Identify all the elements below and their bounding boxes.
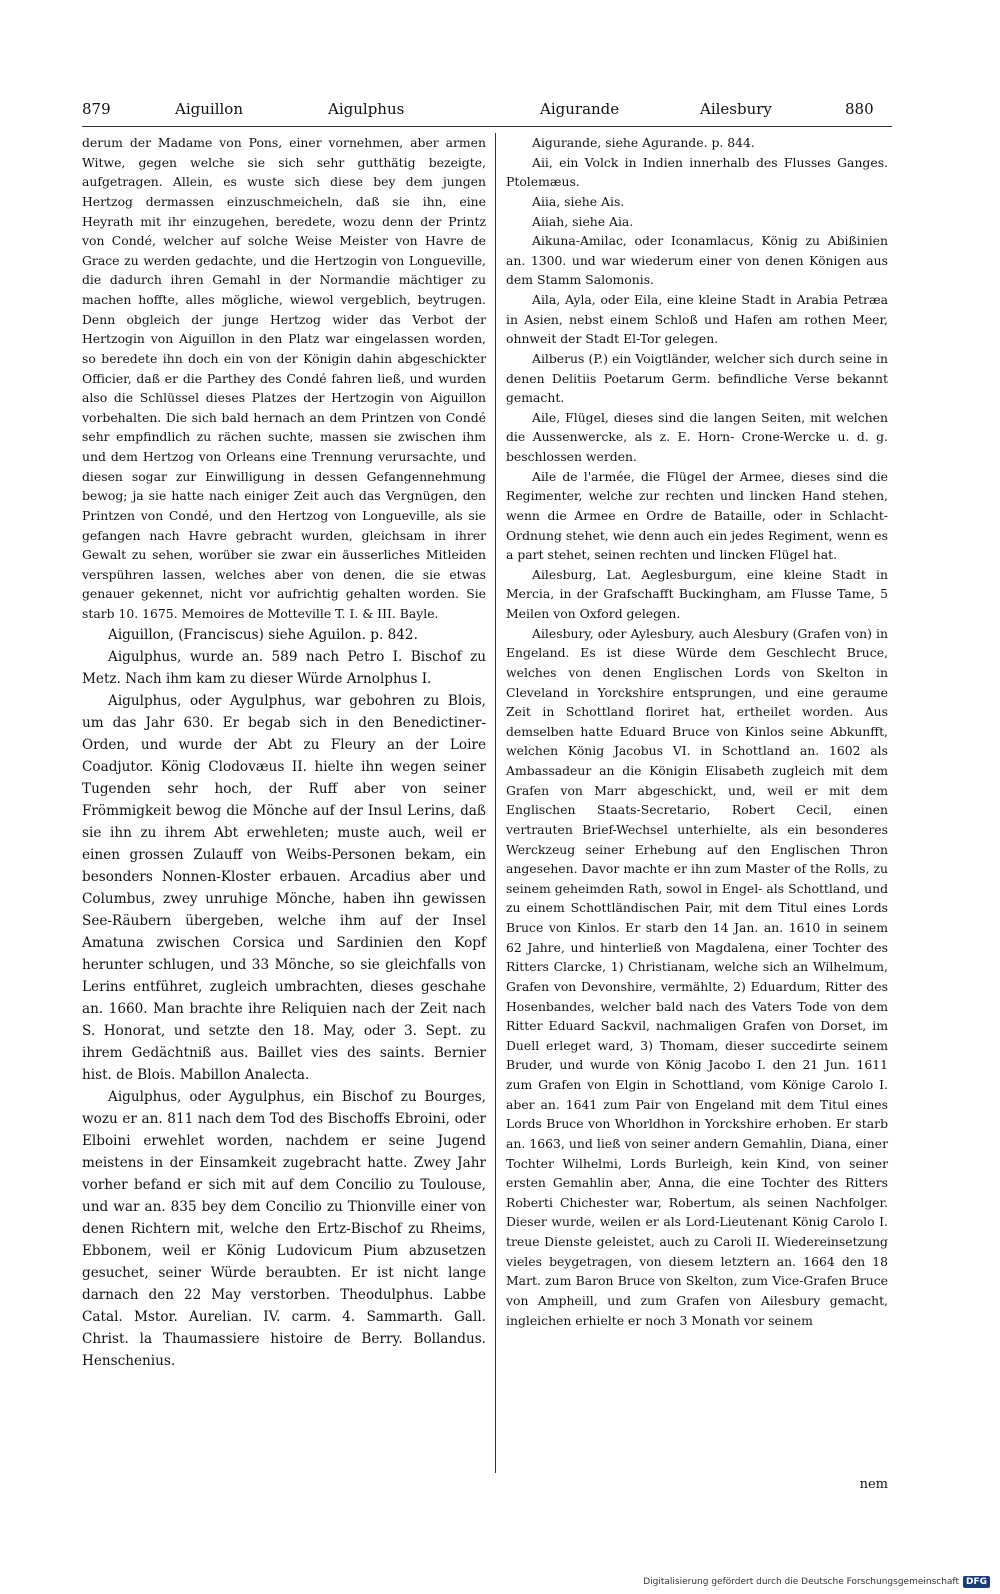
header-rule: [82, 126, 892, 127]
right-column-entry: Ailberus (P.) ein Voigtländer, welcher sich durch seine in denen Delitiis Poetarum Germ. befindliche Verse bekannt gemacht.: [506, 350, 888, 406]
dfg-logo: DFG: [963, 1576, 990, 1588]
right-column-entry: Aile de l'armée, die Flügel der Armee, dieses sind die Regimenter, welche zur rechten und lincken Hand stehen, wenn die Armee en Ordre de Bataille, oder in Schlacht-Ordnung stehet, wie denn auch ein jedes Regiment, wenn es a part stehet, seinen rechten und lincken Flügel hat.: [506, 468, 888, 563]
right-column-entry: Ailesbury, oder Aylesbury, auch Alesbury (Grafen von) in Engeland. Es ist diese Würde dem Geschlecht Bruce, welches von denen Englischen Lords von Skelton in Cleveland in Yorckshire entsprungen, und eine geraume Zeit in Schottland floriret hat, ertheilet worden. Aus demselben hatte Eduard Bruce von Kinlos seine Abkunfft, welchen König Jacobus VI. in Schottland an. 1602 als Ambassadeur an die Königin Elisabeth zugleich mit dem Grafen von Marr abgeschickt, und, weil er mit dem Englischen Staats-Secretario, Robert Cecil, einen vertrauten Brief-Wechsel unterhielte, als ein besonderes Werckzeug seiner Erhebung auf den Englischen Thron angesehen. Davor machte er ihn zum Master of the Rolls, zu seinem geheimden Rath, sowol in Engel- als Schottland, und zu einem Schottländischen Pair, mit dem Titul eines Lords Bruce von Kinlos. Er starb den 14 Jan. an. 1610 in seinem 62 Jahre, und hinterließ von Magdalena, einer Tochter des Ritters Clarcke, 1) Christianam, welche sich an Wilhelmum, Grafen von Devonshire, vermählte, 2) Eduardum, Ritter des Hosenbandes, welcher bald nach des Vaters Tode von dem Ritter Eduard Sackvil, nachmaligen Grafen von Dorset, im Duell erleget ward, 3) Thomam, dieser succedirte seinem Bruder, und wurde von König Jacobo I. den 21 Jun. 1611 zum Grafen von Elgin in Schottland, vom Könige Carolo I. aber an. 1641 zum Pair von Engeland mit dem Titul eines Lords Bruce von Whorldhon in Yorckshire erhoben. Er starb an. 1663, und ließ von seiner andern Gemahlin, Diana, einer Tochter Wilhelmi, Lords Burleigh, kein Kind, von seiner ersten Gemahlin aber, Anna, die eine Tochter des Ritters Roberti Chichester war, Robertum, als seinen Nachfolger. Dieser wurde, weilen er als Lord-Lieutenant König Carolo I. treue Dienste geleistet, auch zu Caroli II. Wiedereinsetzung vieles beygetragen, von diesem letztern an. 1664 den 18 Mart. zum Baron Bruce von Skelton, zum Vice-Grafen Bruce von Ampheill, und zum Grafen von Ailesbury gemacht, ingleichen erhielte er noch 3 Monath vor seinem: [506, 625, 888, 1328]
left-column: [82, 133, 486, 1372]
page-number-left: 879: [82, 100, 111, 118]
right-column-entry: Ailesburg, Lat. Aeglesburgum, eine kleine Stadt in Mercia, in der Grafschafft Buckingham, am Flusse Tame, 5 Meilen von Oxford gelegen.: [506, 566, 888, 621]
header-entry-aiguillon: Aiguillon: [175, 100, 243, 118]
right-column-entry: Aile, Flügel, dieses sind die langen Seiten, mit welchen die Aussenwercke, als z. E. Horn- Crone-Wercke u. d. g. beschlossen werden.: [506, 409, 888, 464]
right-column-entry: Aila, Ayla, oder Eila, eine kleine Stadt in Arabia Petræa in Asien, nebst einem Schloß und Hafen am rothen Meer, ohnweit der Stadt El-Tor gelegen.: [506, 292, 888, 347]
column-divider: [495, 133, 496, 1473]
right-column-entry: Aii, ein Volck in Indien innerhalb des Flusses Ganges. Ptolemæus.: [506, 154, 888, 190]
right-column-entry: Aiia, siehe Ais.: [532, 193, 625, 209]
header-entry-aigurande: Aigurande: [540, 100, 620, 118]
left-column-entry: Aigulphus, oder Aygulphus, ein Bischof zu Bourges, wozu er an. 811 nach dem Tod des Bischoffs Ebroini, oder Elboini erwehlet worden, nachdem er seine Jugend meistens in der Einsamkeit zugebracht hatte. Zwey Jahr vorher befand er sich mit auf dem Concilio zu Toulouse, und war an. 835 bey dem Concilio zu Thionville einer von denen Richtern mit, welche den Ertz-Bischof zu Rheims, Ebbonem, weil er König Ludovicum Pium abzusetzen gesuchet, seiner Würde beraubten. Er ist nicht lange darnach den 22 May verstorben. Theodulphus. Labbe Catal. Mstor. Aurelian. IV. carm. 4. Sammarth. Gall. Christ. la Thaumassiere histoire de Berry. Bollandus. Henschenius.: [82, 1088, 486, 1369]
right-column-entry: Aigurande, siehe Agurande. p. 844.: [532, 135, 755, 150]
left-column-entry: Aiguillon, (Franciscus) siehe Aguilon. p. 842.: [108, 626, 418, 643]
header-entry-aigulphus: Aigulphus: [328, 100, 405, 118]
page-number-right: 880: [845, 100, 874, 118]
right-column-entry: Aikuna-Amilac, oder Iconamlacus, König zu Abißinien an. 1300. und war wiederum einer von denen Königen aus dem Stamm Salomonis.: [506, 233, 888, 288]
left-column-entry: Aigulphus, wurde an. 589 nach Petro I. Bischof zu Metz. Nach ihm kam zu dieser Würde Arnolphus I.: [82, 648, 486, 687]
footer: [643, 1573, 990, 1591]
footer-credit: Digitalisierung gefördert durch die Deutsche Forschungsgemeinschaft: [643, 1577, 959, 1587]
catchword: nem: [859, 1477, 888, 1492]
right-column: [506, 133, 888, 1330]
left-column-entry: Aigulphus, oder Aygulphus, war gebohren zu Blois, um das Jahr 630. Er begab sich in den Benedictiner-Orden, und wurde der Abt zu Fleury an der Loire Coadjutor. König Clodovæus II. hielte ihn wegen seiner Tugenden sehr hoch, der Ruff aber von seiner Frömmigkeit bewog die Mönche auf der Insul Lerins, daß sie ihn zu ihrem Abt erwehleten; muste auch, weil er einen grossen Zulauff von Weibs-Personen bekam, ein besonders Nonnen-Kloster erbauen. Arcadius aber und Columbus, zwey unruhige Mönche, haben ihn gewissen See-Räubern übergeben, welche ihm auf der Insel Amatuna zwischen Corsica und Sardinien den Kopf herunter schlugen, und 33 Mönche, so sie gleichfalls von Lerins entführet, zugleich umbrachten, dieses geschahe an. 1660. Man brachte ihre Reliquien nach der Zeit nach S. Honorat, und setzte den 18. May, oder 3. Sept. zu ihrem Gedächtniß aus. Baillet vies des saints. Bernier hist. de Blois. Mabillon Analecta.: [82, 692, 486, 1083]
right-column-entry: Aiiah, siehe Aia.: [532, 213, 634, 229]
left-column-entry: derum der Madame von Pons, einer vornehmen, aber armen Witwe, gegen welche sie sich sehr gutthätig bezeigte, aufgetragen. Allein, es wuste sich diese bey dem jungen Hertzog dermassen einzuschmeicheln, daß sie ihn, eine Heyrath mit ihr einzugehen, beredete, wozu denn der Printz von Condé, welcher auf solche Weise Meister von Havre de Grace zu werden gedachte, und die Hertzogin von Longueville, die dadurch ihren Gemahl in der Normandie mächtiger zu machen hoffte, alles mögliche, wiewol vergeblich, beytrugen. Denn obgleich der junge Hertzog wider das Verbot der Hertzogin von Aiguillon in den Platz war eingelassen worden, so beredete ihn doch ein von der Königin dahin abgeschickter Officier, daß er die Parthey des Condé fahren ließ, und wurden also die Schlüssel dieses Platzes der Hertzogin von Aiguillon vorbehalten. Die sich bald hernach an dem Printzen von Condé sehr empfindlich zu rächen suchte, massen sie zwischen ihm und dem Hertzog von Orleans eine Trennung verursachte, und diesen sogar zur Einwilligung in dessen Gefangennehmung bewog; ja sie hatte nach einiger Zeit auch das Vergnügen, den Printzen von Condé, und den Hertzog von Longueville, als sie gefangen nach Havre gebracht wurden, gleichsam in ihrer Gewalt zu sehen, worüber sie zwar ein äusserliches Mitleiden verspühren lassen, welches aber von denen, die sie etwas genauer gekennet, nicht vor aufrichtig gehalten worden. Sie starb 10. 1675. Memoires de Motteville T. I. & III. Bayle.: [82, 135, 486, 621]
header-entry-ailesbury: Ailesbury: [700, 100, 772, 118]
